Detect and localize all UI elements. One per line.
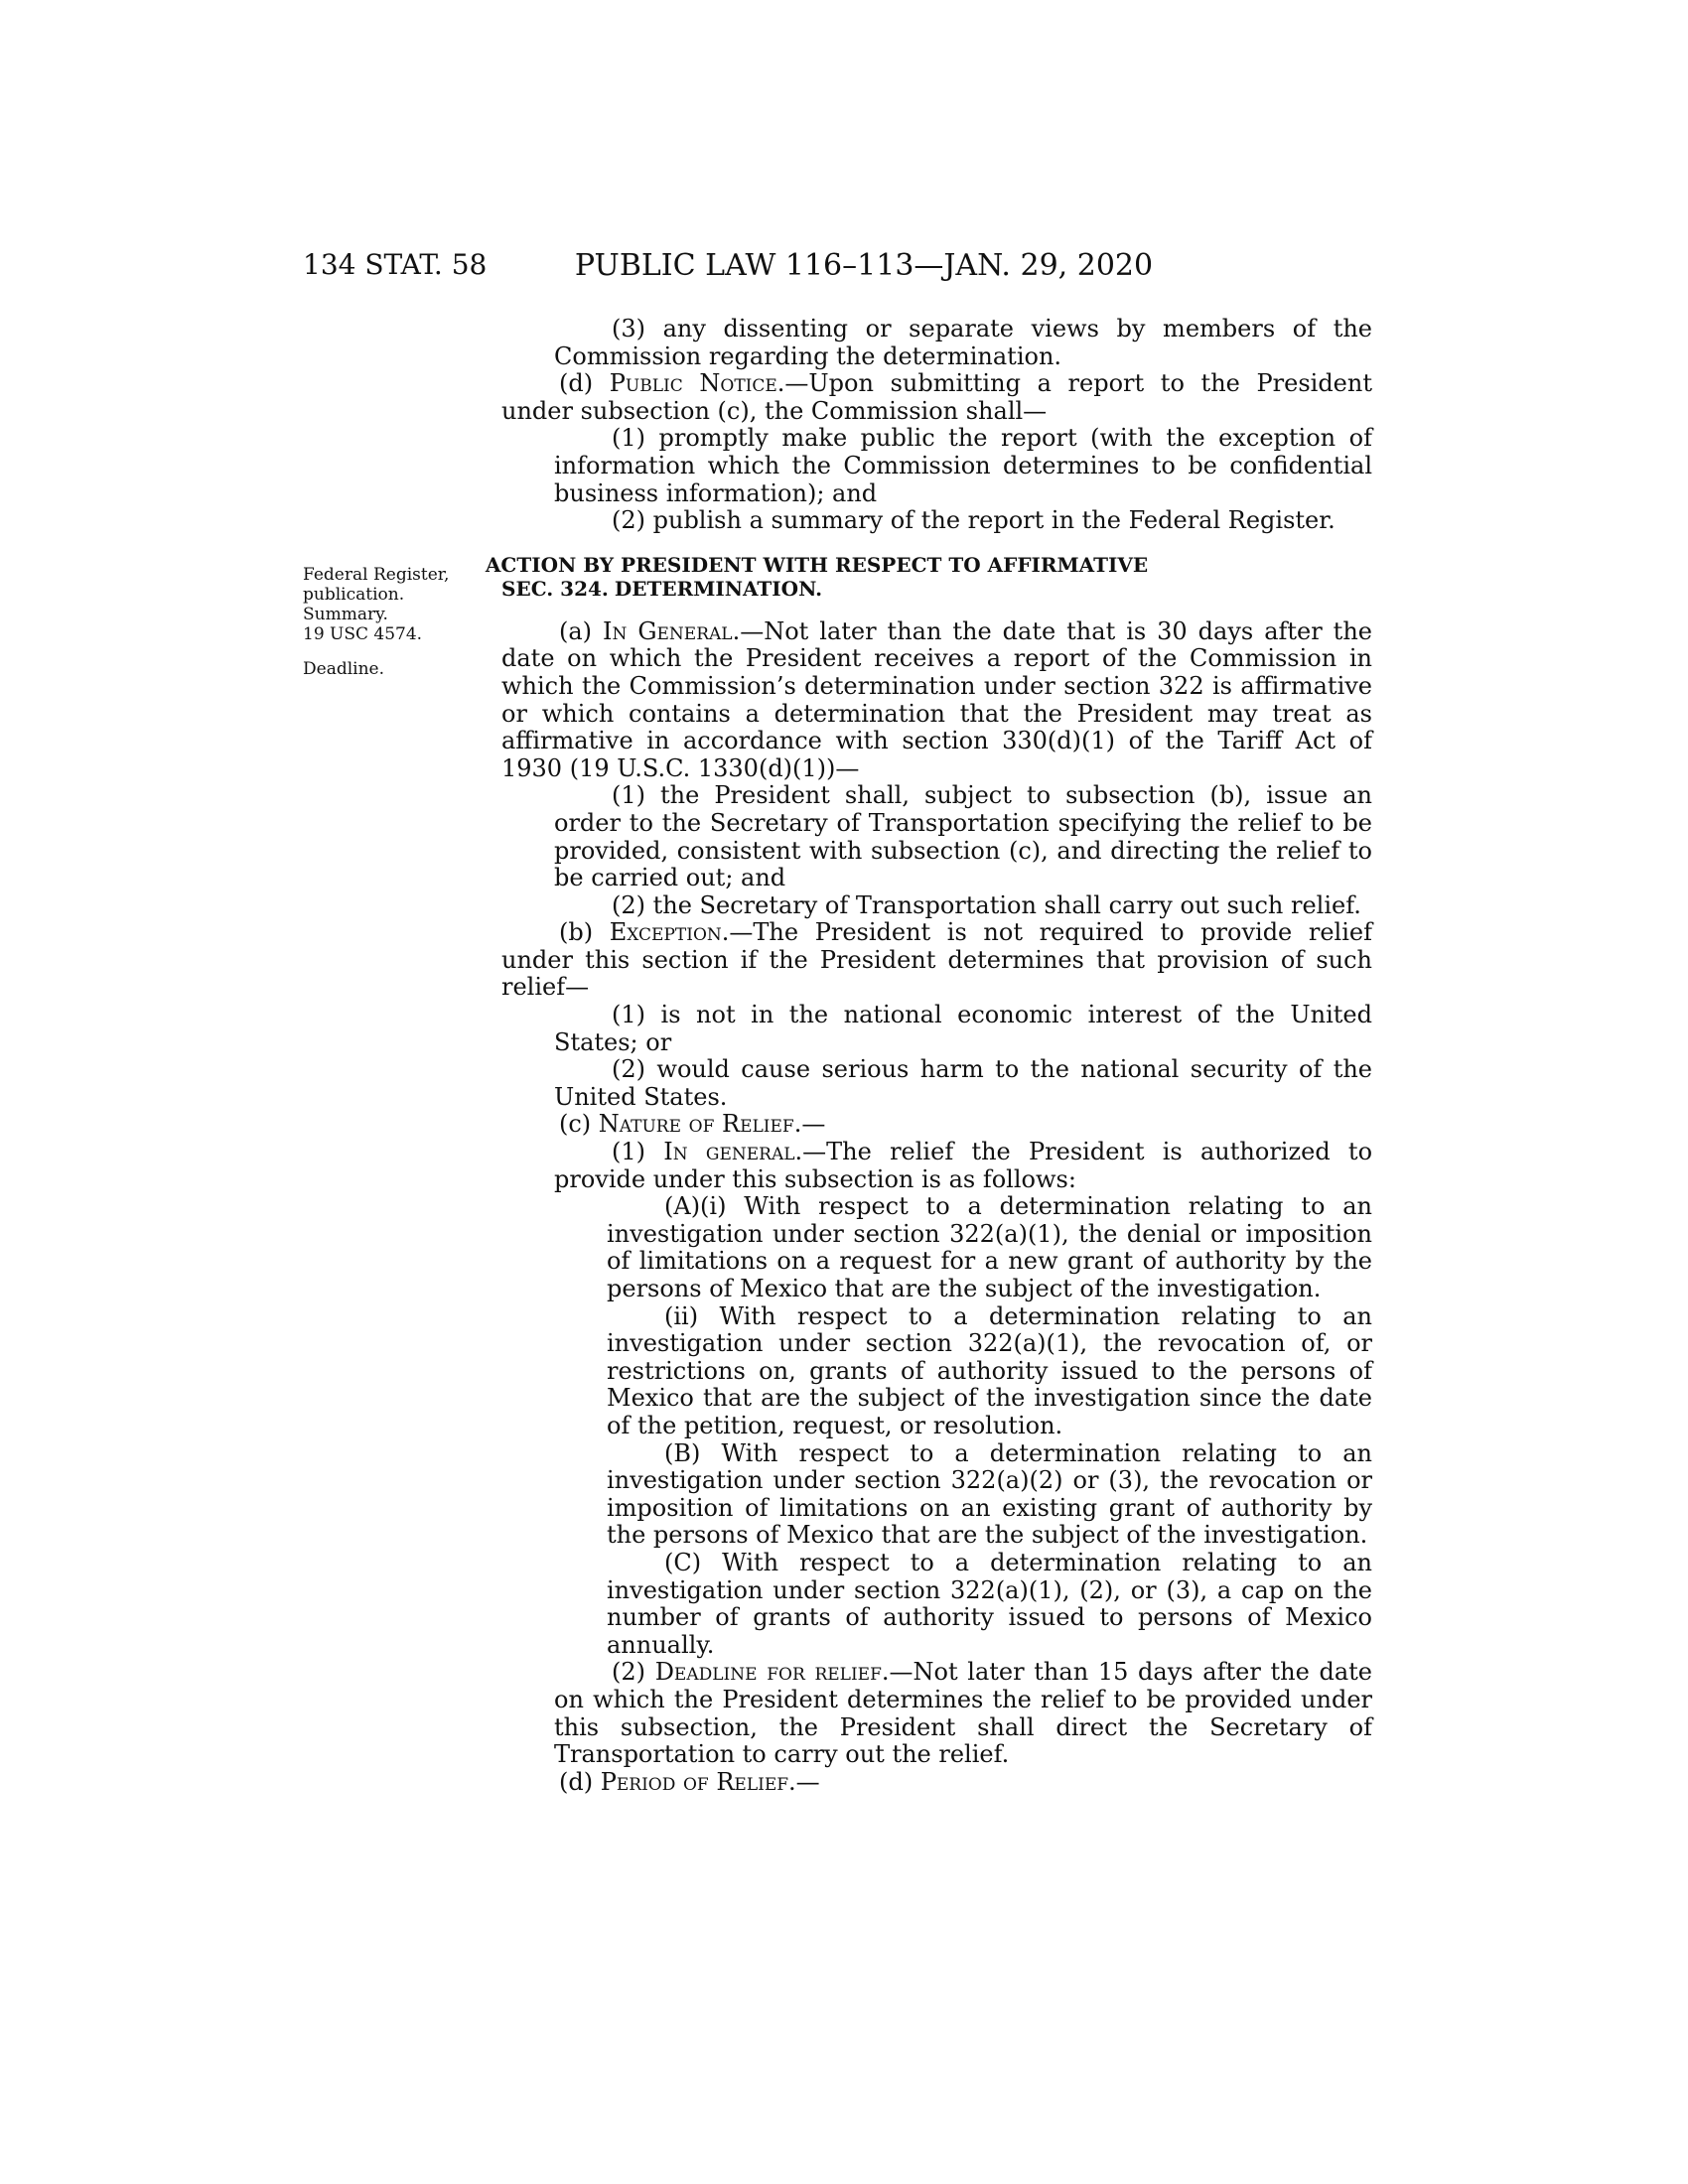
paragraph-label: (1) [612, 1138, 664, 1166]
subparagraph-B: (B) With respect to a determination relating to an investigation under section 322(a)(2) or (3), the revocation or imposition of limitations on an existing grant of authority by the persons of Mexico that are the subject of the investigation. [607, 1438, 1372, 1550]
subsection-d-public-notice [501, 370, 1372, 425]
subsection-text: .— [793, 1110, 826, 1139]
paragraph-text: .—The relief the President is authorized to provide under this subsection is as follows: [554, 1138, 1373, 1193]
paragraph-heading: Deadline for relief [654, 1658, 882, 1687]
subsection-heading: In General [603, 616, 733, 645]
paragraph-text: .—Not later than 15 days after the date on which the President determines the relief to be provided under this subsection, the President shall direct the Secretary of Transportation to carry out the relief. [554, 1658, 1373, 1769]
subsection-heading: Period of Relief [600, 1767, 789, 1796]
paragraph-d2: (2) publish a summary of the report in the Federal Register. [612, 506, 1336, 535]
paragraph-d1: (1) promptly make public the report (with the exception of information which the Commission determines to be confidential business information); and [554, 424, 1372, 507]
body-text [485, 315, 1373, 1796]
subsection-heading: Public Notice [609, 369, 777, 398]
subsection-label: (b) [559, 918, 610, 947]
subsection-label: (a) [559, 616, 604, 645]
running-header-title: PUBLIC LAW 116–113—JAN. 29, 2020 [574, 248, 1154, 283]
subsection-text: .— [788, 1767, 820, 1796]
margin-note-line: Federal Register, [303, 565, 450, 585]
subsection-text: .—Not later than the date that is 30 days after the date on which the President receives a report of the Commission in which the Commission’s determination under section 322 is affirmative or which contains a determination that the President may treat as affirmative in accordance with section 330(d)(1) of the Tariff Act of 1930 (19 U.S.C. 1330(d)(1))— [501, 616, 1372, 782]
margin-note-line: publication. [303, 585, 405, 605]
paragraph-a1: (1) the President shall, subject to subsection (b), issue an order to the Secretary of Transportation specifying the relief to be provided, consistent with subsection (c), and directing the relief to be carried out; and [554, 781, 1372, 892]
paragraph-heading: In general [663, 1138, 795, 1166]
paragraph-label: (2) [612, 1658, 655, 1687]
subsection-b-exception [501, 919, 1372, 1002]
subsection-c-nature-of-relief [501, 1111, 1372, 1139]
subparagraph-A-i: (A)(i) With respect to a determination relating to an investigation under section 322(a)(1), the denial or imposition of limitations on a request for a new grant of authority by the persons of Mexico that are the subject of the investigation. [607, 1192, 1372, 1302]
section-heading [485, 552, 1372, 601]
subsection-a-in-general [501, 618, 1372, 783]
paragraph-c1-in-general [501, 1139, 1372, 1193]
statute-page-number: 134 STAT. 58 [303, 248, 488, 281]
paragraph-c2-deadline [501, 1659, 1372, 1768]
subsection-text: .—Upon submitting a report to the President under subsection (c), the Commission shall— [501, 369, 1372, 425]
paragraph-c3: (3) any dissenting or separate views by members of the Commission regarding the determination. [554, 315, 1372, 370]
margin-note-federal-register [303, 565, 452, 644]
margin-note-deadline: Deadline. [303, 659, 384, 679]
margin-note-line: 19 USC 4574. [303, 624, 423, 644]
paragraph-b1: (1) is not in the national economic interest of the United States; or [554, 1001, 1372, 1056]
subparagraph-C: (C) With respect to a determination relating to an investigation under section 322(a)(1), (2), or (3), a cap on the number of grants of authority issued to persons of Mexico annually. [607, 1548, 1372, 1659]
margin-note-line: Summary. [303, 605, 388, 624]
section-title: ACTION BY PRESIDENT WITH RESPECT TO AFFIRMATIVE DETERMINATION. [485, 552, 1149, 601]
subsection-heading: Exception [609, 918, 722, 947]
subsection-label: (d) [559, 1767, 601, 1796]
clause-ii: (ii) With respect to a determination relating to an investigation under section 322(a)(1), the revocation of, or restrictions on, grants of authority issued to the persons of Mexico that are the subject of the investigation since the date of the petition, request, or resolution. [607, 1301, 1372, 1439]
subsection-heading: Nature of Relief [598, 1110, 794, 1139]
subsection-label: (d) [559, 369, 610, 398]
subsection-d-period-of-relief [501, 1769, 1372, 1797]
subsection-text: .—The President is not required to provide relief under this section if the President determines that provision of such relief— [501, 918, 1372, 1002]
paragraph-a2: (2) the Secretary of Transportation shall carry out such relief. [612, 890, 1361, 919]
paragraph-b2: (2) would cause serious harm to the national security of the United States. [554, 1055, 1372, 1111]
subsection-label: (c) [559, 1110, 599, 1139]
section-number: SEC. 324. [501, 576, 609, 601]
